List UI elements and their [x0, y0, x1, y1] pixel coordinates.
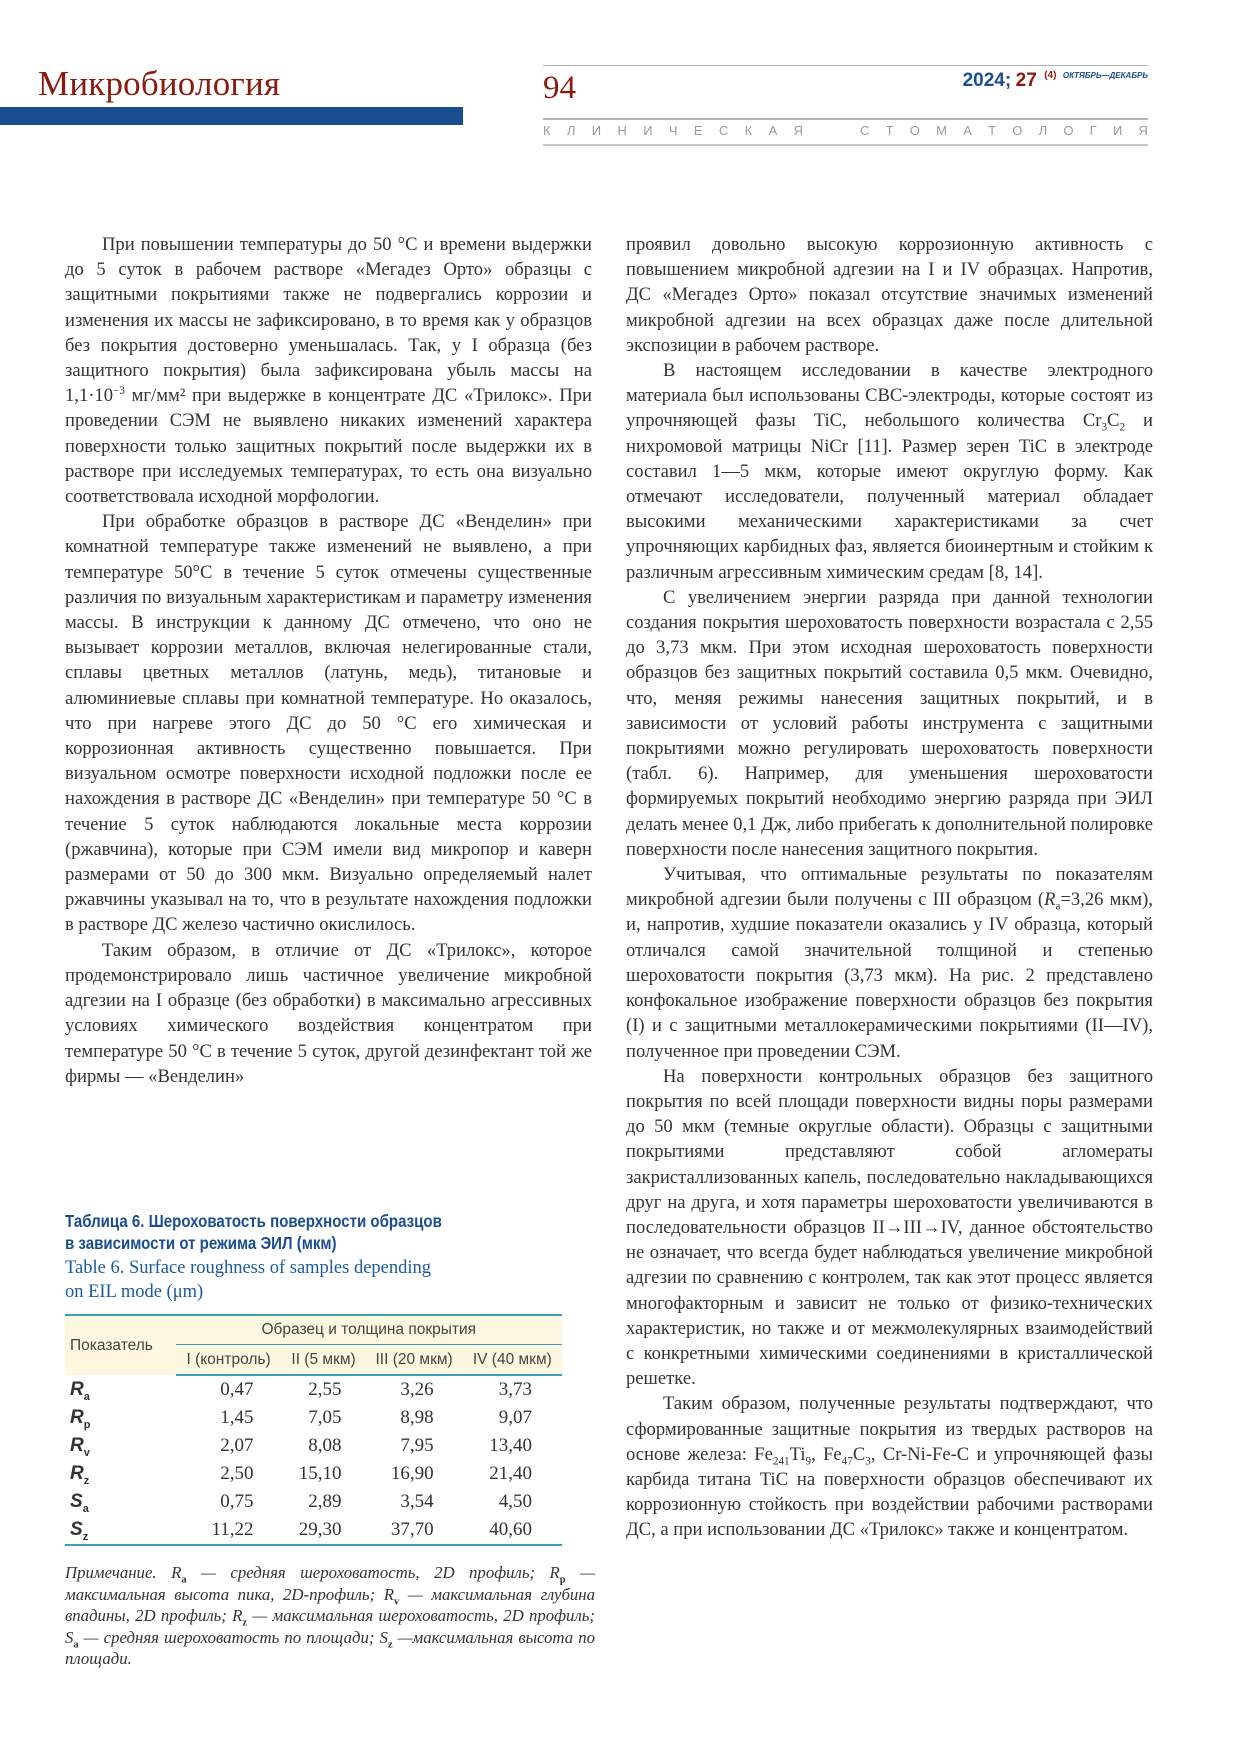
roughness-table: [65, 1314, 562, 1546]
issue-info: [963, 70, 1148, 92]
table-cell: 2,55: [308, 1379, 342, 1400]
paragraph: При обработке образцов в растворе ДС «Венделин» при комнатной температуре также изменений не выявлено, а при температуре 50°С в течение 5 суток отмечены существенные различия по визуальным характеристикам и параметру изменения массы. В инструкции к данному ДС отмечено, что оно не вызывает коррозии металлов, включая нелегированные стали, сплавы цветных металлов (латунь, медь), титановые и алюминиевые сплавы при комнатной температуре. Но оказалось, что при нагреве этого ДС до 50 °С его химическая и коррозионная активность существенно повышается. При визуальном осмотре поверхности исходной подложки после ее нахождения в растворе ДС «Венделин» при температуре 50 °С в течение 5 суток наблюдаются локальные места коррозии (ржавчина), которые при СЭМ имели вид микропор и каверн размерами от 50 до 300 мкм. Визуально определяемый налет ржавчины указывал на то, что в результате нахождения подложки в растворе ДС железо частично окислилось.: [65, 511, 592, 936]
issue-year: 2024;: [962, 70, 1012, 91]
table-cell: 37,70: [366, 1516, 463, 1545]
table-row: [65, 1488, 562, 1516]
table-cell: 3,54: [400, 1491, 434, 1512]
journal-name: [543, 123, 1148, 138]
left-column: [65, 232, 592, 1089]
column-header: III (20 мкм): [366, 1345, 463, 1376]
paragraph: В настоящем исследовании в качестве электродного материала был использованы СВС-электроды, которые состоят из упрочняющей фазы TiC, небольшого количества $Cr_3C_2$ и нихромовой матрицы NiCr [11]. Размер зерен TiC в электроде составил 1—5 мкм, которые имеют округлую форму. Как отмечают исследователи, полученный материал обладает высокими механическими характеристиками за счет упрочняющих карбидных фаз, является биоинертным и стойким к различным агрессивным химическим средам [8, 14].: [626, 360, 1153, 583]
section-color-bar: [0, 107, 463, 125]
header-divider-top: [543, 65, 1148, 66]
parameter-symbol: $R_z$: [70, 1463, 90, 1487]
table-cell: 3,73: [498, 1379, 532, 1400]
parameter-symbol: $R_a$: [70, 1378, 90, 1403]
note-symbol: R: [232, 1606, 243, 1625]
table-cell: 2,07: [220, 1435, 254, 1456]
paragraph: проявил довольно высокую коррозионную активность с повышением микробной адгезии на I и IV образцах. Напротив, ДС «Мегадез Орто» показал отсутствие значимых изменений микробной адгезии на всех образцах даже после длительной экспозиции в рабочем растворе.: [626, 234, 1153, 356]
journal-name-word2: С Т О М А Т О Л О Г И Я: [860, 123, 1148, 138]
column-header: II (5 мкм): [282, 1345, 366, 1376]
column-header: IV (40 мкм): [463, 1345, 562, 1376]
table-note: Примечание. $R_a$ — средняя шероховатость, 2D профиль; $R_p$ — максимальная высота пика, 2D-профиль; $R_v$ — максимальная глубина впадины, 2D профиль; $R_z$ — максимальная шероховатость, 2D профиль; $S_a$ — средняя шероховатость по площади; $S_z$ —максимальная высота по площади.: [65, 1563, 595, 1668]
note-symbol: R: [549, 1563, 560, 1582]
table-row: [65, 1460, 562, 1488]
note-symbol: S: [379, 1627, 388, 1647]
parameter-symbol: $R_v$: [70, 1435, 90, 1459]
parameter-symbol: $R_p$: [70, 1407, 91, 1431]
journal-name-word1: К Л И Н И Ч Е С К А Я: [543, 123, 803, 138]
table-row: [65, 1516, 562, 1545]
table-6: [65, 1210, 595, 1670]
note-symbol: R: [383, 1584, 394, 1604]
table-cell: 16,90: [390, 1463, 434, 1484]
table-cell: 2,89: [308, 1491, 342, 1512]
table-row: [65, 1432, 562, 1460]
table-row: [65, 1404, 562, 1432]
header-divider-mid: [543, 118, 1148, 120]
paragraph: Учитывая, что оптимальные результаты по показателям микробной адгезии были получены с III образцом ($R_a=3,26$ мкм), и, напротив, худшие показатели оказались у IV образца, который отличался самой значительной толщиной и степенью шероховатости покрытия (3,73 мкм). На рис. 2 представлено конфокальное изображение поверхности образцов без покрытия (I) и с защитными металлокерамическими покрытиями (II—IV), полученное при проведении СЭМ.: [626, 864, 1153, 1062]
table-cell: 13,40: [489, 1435, 532, 1456]
table-cell: 40,60: [463, 1516, 562, 1545]
table-cell: 29,30: [282, 1516, 366, 1545]
table-cell: 0,75: [220, 1491, 254, 1512]
table-cell: 0,47: [220, 1379, 254, 1400]
right-column: [626, 232, 1153, 1543]
issue-months: ОКТЯБРЬ—ДЕКАБРЬ: [1062, 71, 1148, 80]
table-title-ru: Таблица 6. Шероховатость поверхности образцов в зависимости от режима ЭИЛ (мкм): [65, 1211, 442, 1253]
issue-volume: 27: [1015, 70, 1037, 91]
table-cell: 8,98: [400, 1407, 434, 1428]
paragraph: На поверхности контрольных образцов без защитного покрытия по всей площади поверхности видны поры размерами до 50 мкм (темные округлые области). Образцы с защитными покрытиями представляют собой агломераты закристаллизованных капель, последовательно накладывающихся друг на друга, и хотя параметры шероховатости увеличиваются в последовательности образцов II→III→IV, данное обстоятельство не означает, что всегда будет наблюдаться увеличение микробной адгезии по сравнению с контролем, так как этот процесс является многофакторным и зависит не только от физико-технических характеристик, но также и от межмолекулярных взаимодействий с конкретными химическими соединениями в кристаллической решетке.: [626, 1065, 1153, 1390]
parameter-symbol: $S_a$: [70, 1491, 89, 1515]
parameter-symbol: $S_z$: [65, 1516, 176, 1545]
paragraph: Таким образом, в отличие от ДС «Трилокс», которое продемонстрировало лишь частичное увеличение микробной адгезии на I образце (без обработки) в максимально агрессивных условиях химического воздействия концентратом при температуре 50 °С в течение 5 суток, другой дезинфектант той же фирмы — «Венделин»: [65, 939, 592, 1087]
section-title: Микробиология: [38, 64, 281, 103]
note-symbol: S: [65, 1627, 74, 1647]
paragraph: С увеличением энергии разряда при данной технологии создания покрытия шероховатость поверхности возрастала с 2,55 до 3,73 мкм. При этом исходная шероховатость поверхности образцов без защитных покрытий составила 0,5 мкм. Очевидно, что, меняя режимы нанесения защитных покрытий, и в зависимости от условий работы инструмента с защитными покрытиями можно регулировать шероховатость поверхности (табл. 6). Например, для уменьшения шероховатости формируемых покрытий необходимо энергию разряда при ЭИЛ делать менее 0,1 Дж, либо прибегать к дополнительной полировке поверхности после нанесения защитного покрытия.: [626, 586, 1153, 860]
paragraph: При повышении температуры до 50 °С и времени выдержки до 5 суток в рабочем растворе «Мегадез Орто» образцы с защитными покрытиями также не подвергались коррозии и изменения их массы не зафиксировано, в то время как у образцов без покрытия достоверно уменьшалась. Так, у I образца (без защитного покрытия) была зафиксирована убыль массы на $1,1\cdot 10^{-3}$ мг/мм² при выдержке в концентрате ДС «Трилокс». При проведении СЭМ не выявлено никаких изменений характера поверхности только защитных покрытий после выдержки их в растворе при исследуемых температурах, то есть она визуально соответствовала исходной морфологии.: [65, 234, 592, 508]
table-cell: 3,26: [400, 1379, 434, 1400]
table-cell: 1,45: [220, 1407, 254, 1428]
column-header-parameter: Показатель: [65, 1315, 176, 1375]
header-divider-bottom: [543, 144, 1148, 146]
column-header: I (контроль): [176, 1345, 282, 1376]
table-cell: 8,08: [308, 1435, 342, 1456]
table-cell: 21,40: [489, 1463, 532, 1484]
table-cell: 11,22: [176, 1516, 282, 1545]
table-cell: 15,10: [298, 1463, 342, 1484]
table-cell: 4,50: [498, 1491, 532, 1512]
table-cell: 2,50: [220, 1463, 254, 1484]
table-cell: 9,07: [498, 1407, 532, 1428]
table-row: [65, 1375, 562, 1404]
table-cell: 7,05: [308, 1407, 342, 1428]
table-cell: 7,95: [400, 1435, 434, 1456]
page-number: 94: [543, 70, 576, 106]
issue-number: (4): [1044, 70, 1057, 81]
note-symbol: R: [171, 1563, 182, 1582]
table-title-en: Table 6. Surface roughness of samples depending on EIL mode (μm): [65, 1258, 432, 1302]
column-group-header: Образец и толщина покрытия: [176, 1315, 562, 1345]
paragraph: Таким образом, полученные результаты подтверждают, что сформированные защитные покрытия из твердых растворов на основе железа: $Fe_{241}Ti_9$, $Fe_{47}C_3$, Cr-Ni-Fe-C и упрочняющей фазы карбида титана TiC на поверхности образцов обеспечивают их коррозионную стойкость при воздействии рабочими растворами ДС, а при использовании ДС «Трилокс» также и концентратом.: [626, 1393, 1154, 1541]
